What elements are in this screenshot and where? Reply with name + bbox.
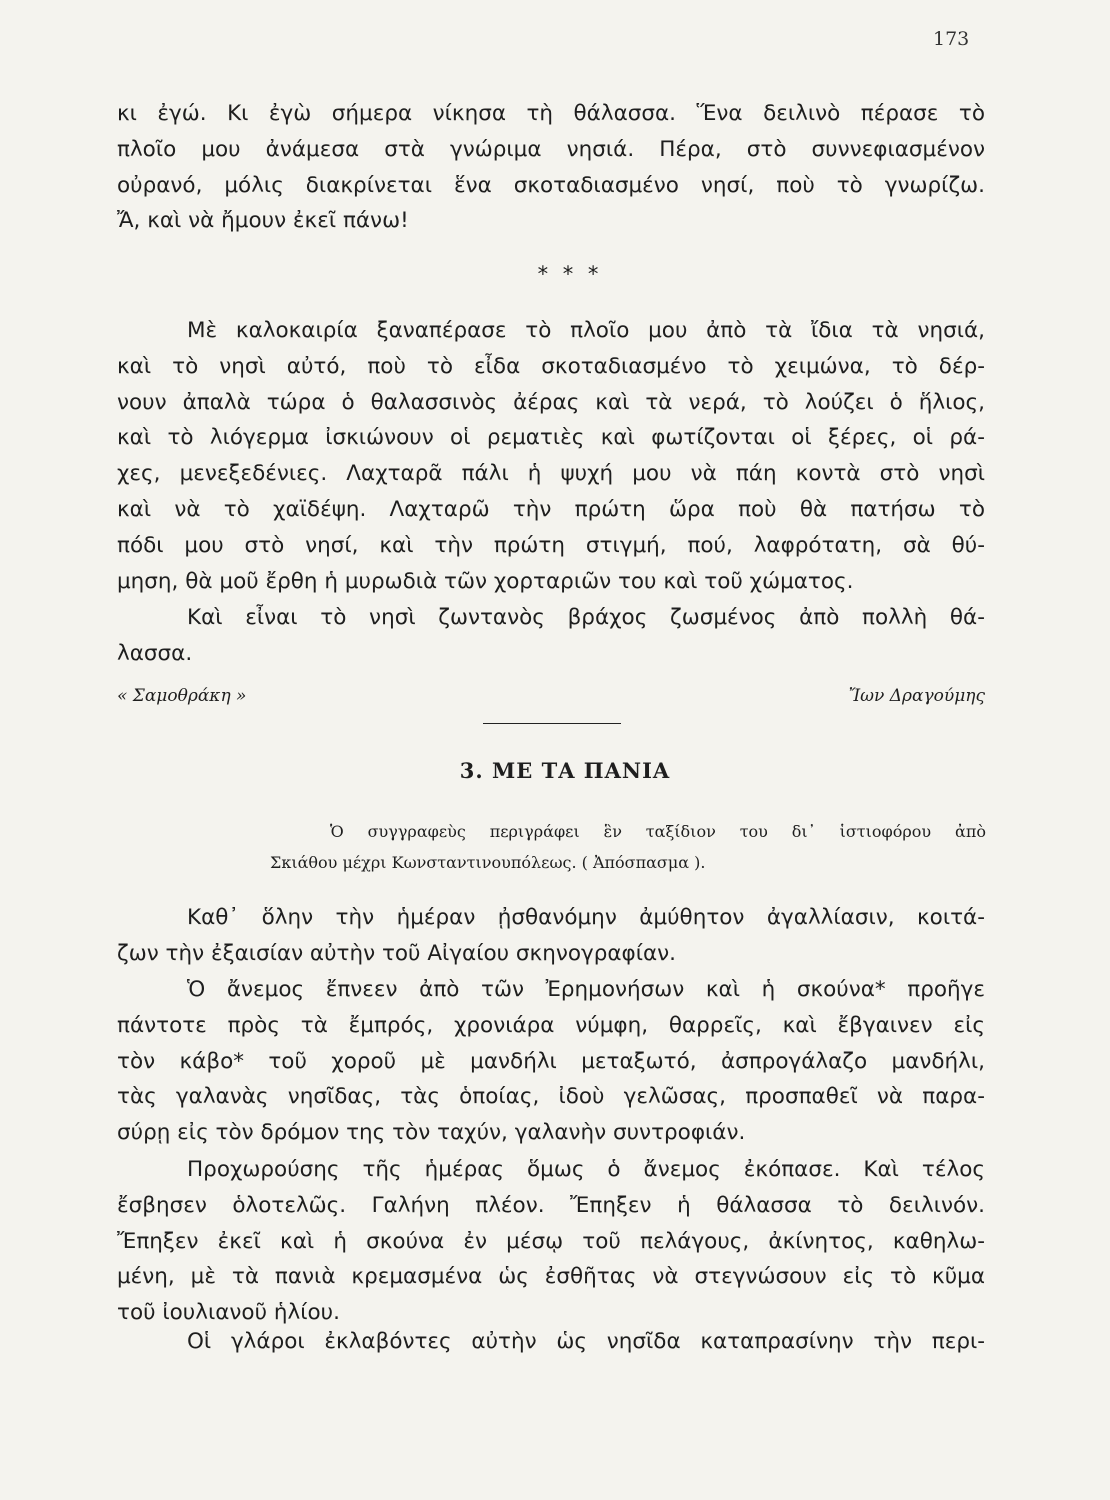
text-line: καὶ τὸ νησὶ αὐτό, ποὺ τὸ εἶδα σκοταδιασμένο τὸ χειμώνα, τὸ δέρ- — [117, 353, 985, 379]
text-line: ζων τὴν ἐξαισίαν αὐτὴν τοῦ Αἰγαίου σκηνογραφίαν. — [117, 940, 677, 966]
paragraph-2 — [117, 313, 985, 599]
section-title: 3. ΜΕ ΤΑ ΠΑΝΙΑ — [459, 758, 671, 783]
citation-author: Ἴων Δραγούμης — [848, 686, 985, 706]
text-line: Ὁ ἄνεμος ἔπνεεν ἀπὸ τῶν Ἐρημονήσων καὶ ἡ σκούνα* προῆγε — [187, 977, 985, 1002]
text-line: τοῦ ἰουλιανοῦ ἡλίου. — [117, 1300, 340, 1326]
text-line: κι ἐγώ. Κι ἐγὼ σήμερα νίκησα τὴ θάλασσα. Ἕνα δειλινὸ πέρασε τὸ — [117, 101, 985, 126]
paragraph-3 — [117, 600, 985, 672]
editor-note — [270, 816, 986, 878]
paragraph-5 — [117, 972, 985, 1151]
note-line: Ὁ συγγραφεὺς περιγράφει ἓν ταξίδιον του δι᾽ ἱστιοφόρου ἀπὸ — [330, 822, 986, 841]
text-line: τὰς γαλανὰς νησῖδας, τὰς ὁποίας, ἰδοὺ γελῶσας, προσπαθεῖ νὰ παρα- — [117, 1084, 985, 1110]
text-line: καὶ τὸ λιόγερμα ἰσκιώνουν οἱ ρεματιὲς καὶ φωτίζονται οἱ ξέρες, οἱ ρά- — [117, 425, 985, 451]
paragraph-1 — [117, 96, 985, 239]
text-line: μηση, θὰ μοῦ ἔρθη ἡ μυρωδιὰ τῶν χορταριῶν του καὶ τοῦ χώματος. — [117, 568, 854, 594]
text-line: σύρῃ εἰς τὸν δρόμον της τὸν ταχύν, γαλανὴν συντροφιάν. — [117, 1120, 746, 1146]
text-line: λασσα. — [117, 640, 193, 666]
paragraph-6 — [117, 1152, 985, 1331]
text-line: οὐρανό, μόλις διακρίνεται ἕνα σκοταδιασμένο νησί, ποὺ τὸ γνωρίζω. — [117, 172, 985, 198]
citation-source: « Σαμοθράκη » — [117, 686, 247, 706]
citation — [117, 686, 985, 706]
divider — [483, 723, 621, 724]
text-line: χες, μενεξεδένιες. Λαχταρᾶ πάλι ἡ ψυχή μου νὰ πάη κοντὰ στὸ νησὶ — [117, 461, 985, 487]
text-line: Προχωρούσης τῆς ἡμέρας ὅμως ὁ ἄνεμος ἐκόπασε. Καὶ τέλος — [187, 1157, 985, 1182]
page-number: 173 — [933, 28, 970, 50]
section-separator: * * * — [537, 262, 603, 286]
text-line: καὶ νὰ τὸ χαϊδέψη. Λαχταρῶ τὴν πρώτη ὥρα ποὺ θὰ πατήσω τὸ — [117, 496, 985, 522]
paragraph-7 — [117, 1324, 985, 1360]
text-line: Καθ᾽ ὅλην τὴν ἡμέραν ᾐσθανόμην ἀμύθητον ἀγαλλίασιν, κοιτά- — [187, 905, 985, 930]
text-line: πλοῖο μου ἀνάμεσα στὰ γνώριμα νησιά. Πέρα, στὸ συννεφιασμένον — [117, 136, 985, 162]
paragraph-4 — [117, 900, 985, 972]
text-line: Καὶ εἶναι τὸ νησὶ ζωντανὸς βράχος ζωσμένος ἀπὸ πολλὴ θά- — [187, 605, 985, 630]
text-line: τὸν κάβο* τοῦ χοροῦ μὲ μανδήλι μεταξωτό, ἀσπρογάλαζο μανδήλι, — [117, 1048, 985, 1074]
text-line: Οἱ γλάροι ἐκλαβόντες αὐτὴν ὡς νησῖδα καταπρασίνην τὴν περι- — [187, 1329, 985, 1354]
text-line: Ἄ, καὶ νὰ ἤμουν ἐκεῖ πάνω! — [117, 208, 409, 234]
text-line: ἔσβησεν ὁλοτελῶς. Γαλήνη πλέον. Ἔπηξεν ἡ θάλασσα τὸ δειλινόν. — [117, 1192, 985, 1218]
text-line: πάντοτε πρὸς τὰ ἔμπρός, χρονιάρα νύμφη, θαρρεῖς, καὶ ἔβγαινεν εἰς — [117, 1012, 985, 1038]
text-line: πόδι μου στὸ νησί, καὶ τὴν πρώτη στιγμή, πού, λαφρότατη, σὰ θύ- — [117, 532, 985, 558]
text-line: Μὲ καλοκαιρία ξαναπέρασε τὸ πλοῖο μου ἀπὸ τὰ ἴδια τὰ νησιά, — [187, 318, 985, 343]
text-line: νουν ἀπαλὰ τώρα ὁ θαλασσινὸς ἀέρας καὶ τὰ νερά, τὸ λούζει ὁ ἥλιος, — [117, 389, 985, 415]
text-line: Ἔπηξεν ἐκεῖ καὶ ἡ σκούνα ἐν μέσῳ τοῦ πελάγους, ἀκίνητος, καθηλω- — [117, 1228, 985, 1254]
note-line: Σκιάθου μέχρι Κωνσταντινουπόλεως. ( Ἀπόσπασμα ). — [270, 853, 706, 872]
text-line: μένη, μὲ τὰ πανιὰ κρεμασμένα ὡς ἐσθῆτας νὰ στεγνώσουν εἰς τὸ κῦμα — [117, 1264, 985, 1290]
